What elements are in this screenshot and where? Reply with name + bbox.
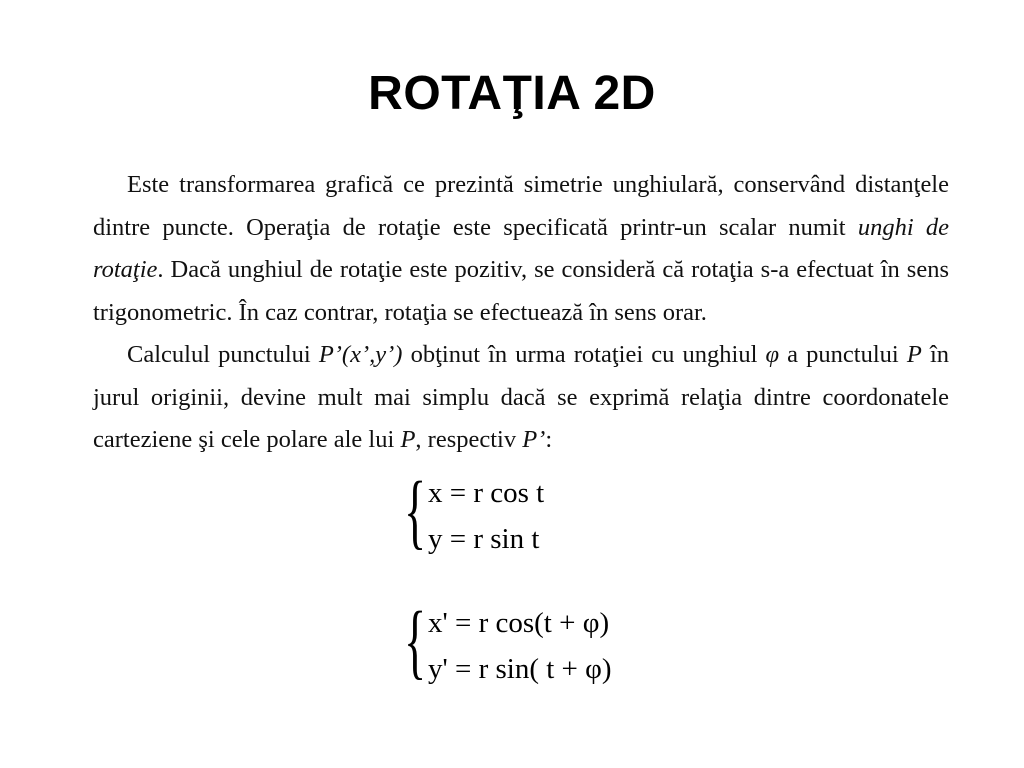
equation-x-prime: x' = r cos(t + φ) — [428, 607, 610, 639]
paragraph-calculation-text-6: : — [545, 426, 553, 453]
left-brace-icon: { — [404, 465, 427, 558]
slide-title: ROTAŢIA 2D — [368, 67, 656, 120]
equation-y: y = r sin t — [428, 523, 540, 555]
left-brace-icon: { — [404, 595, 427, 688]
paragraph-definition-text-1: Este transformarea grafică ce prezintă simetrie unghiulară, conservând distanţele dintre puncte. Operaţia de rotaţie este specificată printr-un scalar numit — [93, 171, 949, 241]
equation-y-prime: y' = r sin( t + φ) — [428, 653, 612, 685]
paragraph-calculation-text-5: , respectiv — [415, 426, 523, 453]
paragraph-calculation-text-2: obţinut în urma rotaţiei cu unghiul — [402, 341, 766, 368]
equation-system-rotated — [404, 595, 612, 692]
paragraph-calculation-text-3: a punctului — [779, 341, 907, 368]
angle-phi-symbol: φ — [765, 341, 780, 368]
point-p-symbol: P — [906, 341, 922, 368]
paragraph-definition — [93, 164, 949, 334]
paragraph-calculation-text-4: în jurul originii, devine mult mai simplu dacă se exprimă relaţia dintre coordonatele carteziene şi cele polare ale lui — [93, 341, 950, 453]
equation-system-polar — [404, 465, 545, 562]
point-p-symbol-2: P — [400, 426, 416, 453]
equation-x: x = r cos t — [428, 477, 545, 509]
point-p-prime-symbol: P’ — [522, 426, 546, 453]
paragraph-calculation-text-1: Calculul punctului — [127, 341, 319, 368]
equation-list — [428, 600, 612, 692]
paragraph-calculation — [93, 334, 949, 462]
point-p-prime-coords: P’(x’,y’) — [318, 341, 403, 368]
slide-body — [93, 164, 949, 462]
paragraph-definition-text-2: . Dacă unghiul de rotaţie este pozitiv, se consideră că rotaţia s-a efectuat în sens trigonometric. În caz contrar, rotaţia se efectuează în sens orar. — [93, 256, 949, 326]
equation-list — [428, 470, 544, 562]
term-rotation-angle: unghi de rotaţie — [93, 213, 949, 283]
